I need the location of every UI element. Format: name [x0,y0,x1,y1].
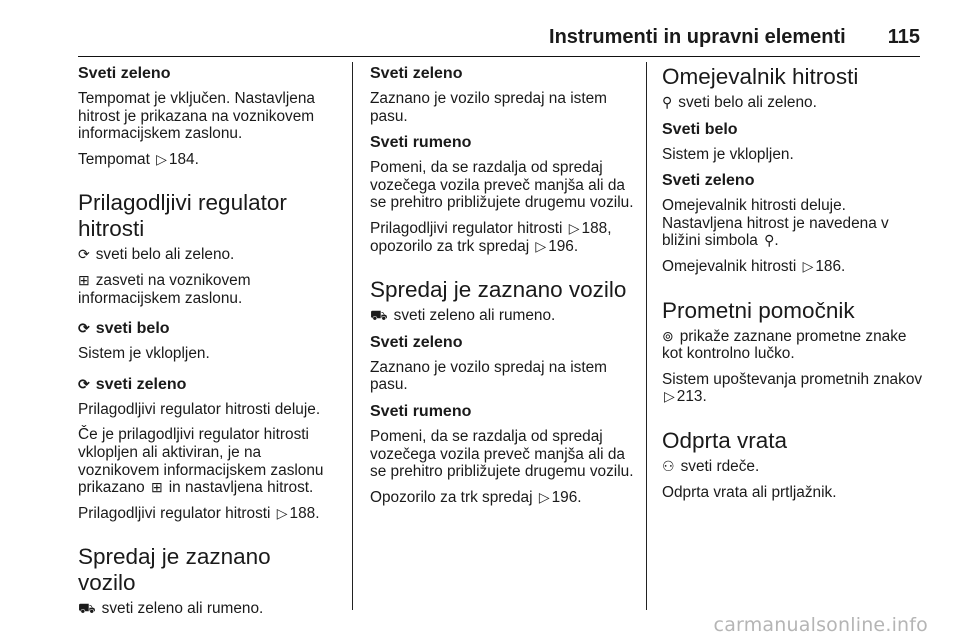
section-heading-traffic-assistant: Prometni pomočnik [662,297,855,323]
page-reference-icon: ▷ [156,150,167,167]
vehicle-ahead-icon: ⛟ [370,307,388,324]
section-heading-vehicle-ahead: Spredaj je zaznano vozilo [78,544,271,596]
acc-icon: ⟳ [78,375,90,392]
page-header [78,26,920,57]
cross-reference[interactable] [78,151,334,169]
heading-sveti-zeleno: Sveti zeleno [78,65,171,82]
column-divider [352,62,353,610]
paragraph: Prilagodljivi regulator hitrosti deluje. [78,400,321,418]
paragraph: Tempomat je vključen. Nastavljena hitrost je prikazana na voznikovem informacijskem zaslonu. [78,90,315,143]
paragraph: ⊞ zasveti na voznikovem informacijskem zaslonu. [78,271,251,307]
paragraph: Pomeni, da se razdalja od spredaj vozečega vozila preveč manjša ali da se prehitro približujete drugemu vozilu. [370,427,634,481]
paragraph: Pomeni, da se razdalja od spredaj vozečega vozila preveč manjša ali da se prehitro približujete drugemu vozilu. [370,159,634,212]
paragraph: ⚇ sveti rdeče. [662,457,760,475]
section-heading-vehicle-ahead: Spredaj je zaznano vozilo [370,277,627,303]
paragraph: ⚲ sveti belo ali zeleno. [662,94,817,111]
door-open-icon: ⚇ [662,457,675,474]
paragraph: Zaznano je vozilo spredaj na istem pasu. [370,358,607,394]
column-3 [662,64,930,509]
section-heading-acc: Prilagodljivi regulator hitrosti [78,190,287,242]
paragraph: Omejevalnik hitrosti deluje. Nastavljena hitrost je navedena v bližini simbola ⚲. [662,197,889,250]
acc-set-speed-icon: ⊞ [151,479,163,496]
page-number: 115 [887,26,920,48]
page-reference-icon: ▷ [664,388,675,405]
cross-reference[interactable]: Sistem upoštevanja prometnih znakov ▷ 213. [662,370,923,406]
heading-sveti-rumeno: Sveti rumeno [370,134,472,152]
paragraph: ⛟ sveti zeleno ali rumeno. [370,307,556,325]
reference-page: 184. [168,150,199,168]
page-reference-icon: ▷ [535,237,547,254]
page-reference-icon: ▷ [276,504,288,521]
paragraph: ⊚ prikaže zaznane prometne znake kot kontrolno lučko. [662,327,907,363]
acc-set-speed-icon: ⊞ [78,271,90,288]
section-heading-speed-limiter: Omejevalnik hitrosti [662,64,859,89]
column-1 [78,64,334,626]
reference-text: Prilagodljivi regulator hitrosti [78,504,271,522]
paragraph: Če je prilagodljivi regulator hitrosti vklopljen ali aktiviran, je na voznikovem informacijskem zaslonu prikazano ⊞ in nastavljena hitrost. [78,426,324,497]
heading-sveti-zeleno: ⟳ sveti zeleno [78,375,187,393]
cross-reference[interactable] [78,505,334,523]
heading-sveti-belo: Sveti belo [662,120,738,138]
paragraph: Sistem je vklopljen. [662,145,794,163]
paragraph: ⟳ sveti belo ali zeleno. [78,246,235,264]
page-title: Instrumenti in upravni elementi [549,26,846,48]
acc-icon: ⟳ [78,246,90,263]
heading-sveti-belo: ⟳ sveti belo [78,320,170,338]
cross-reference[interactable]: Opozorilo za trk spredaj ▷ 196. [370,488,582,506]
paragraph: Sistem je vklopljen. [78,345,210,363]
speed-limiter-icon: ⚲ [662,94,673,110]
heading-sveti-zeleno: Sveti zeleno [370,333,463,351]
paragraph: Odprta vrata ali prtljažnik. [662,483,837,501]
watermark: carmanualsonline.info [713,614,928,636]
acc-icon: ⟳ [78,320,90,337]
cross-reference[interactable]: Omejevalnik hitrosti ▷ 186. [662,257,846,275]
reference-page: 188. [289,504,320,522]
vehicle-ahead-icon: ⛟ [78,600,96,617]
traffic-sign-icon: ⊚ [662,327,674,344]
column-2 [370,64,638,514]
page-reference-icon: ▷ [538,488,550,505]
heading-sveti-zeleno: Sveti zeleno [370,65,463,82]
column-divider [646,62,647,610]
heading-sveti-rumeno: Sveti rumeno [370,402,472,420]
paragraph: ⛟ sveti zeleno ali rumeno. [78,600,264,618]
page-reference-icon: ▷ [568,219,580,236]
heading-sveti-zeleno: Sveti zeleno [662,172,755,190]
paragraph: Zaznano je vozilo spredaj na istem pasu. [370,90,607,125]
page-reference-icon: ▷ [802,257,814,274]
speed-limiter-icon: ⚲ [764,232,775,249]
section-heading-open-door: Odprta vrata [662,427,788,453]
cross-reference[interactable]: Prilagodljivi regulator hitrosti ▷ 188, opozorilo za trk spredaj ▷ 196. [370,219,612,255]
reference-text: Tempomat [78,150,150,168]
